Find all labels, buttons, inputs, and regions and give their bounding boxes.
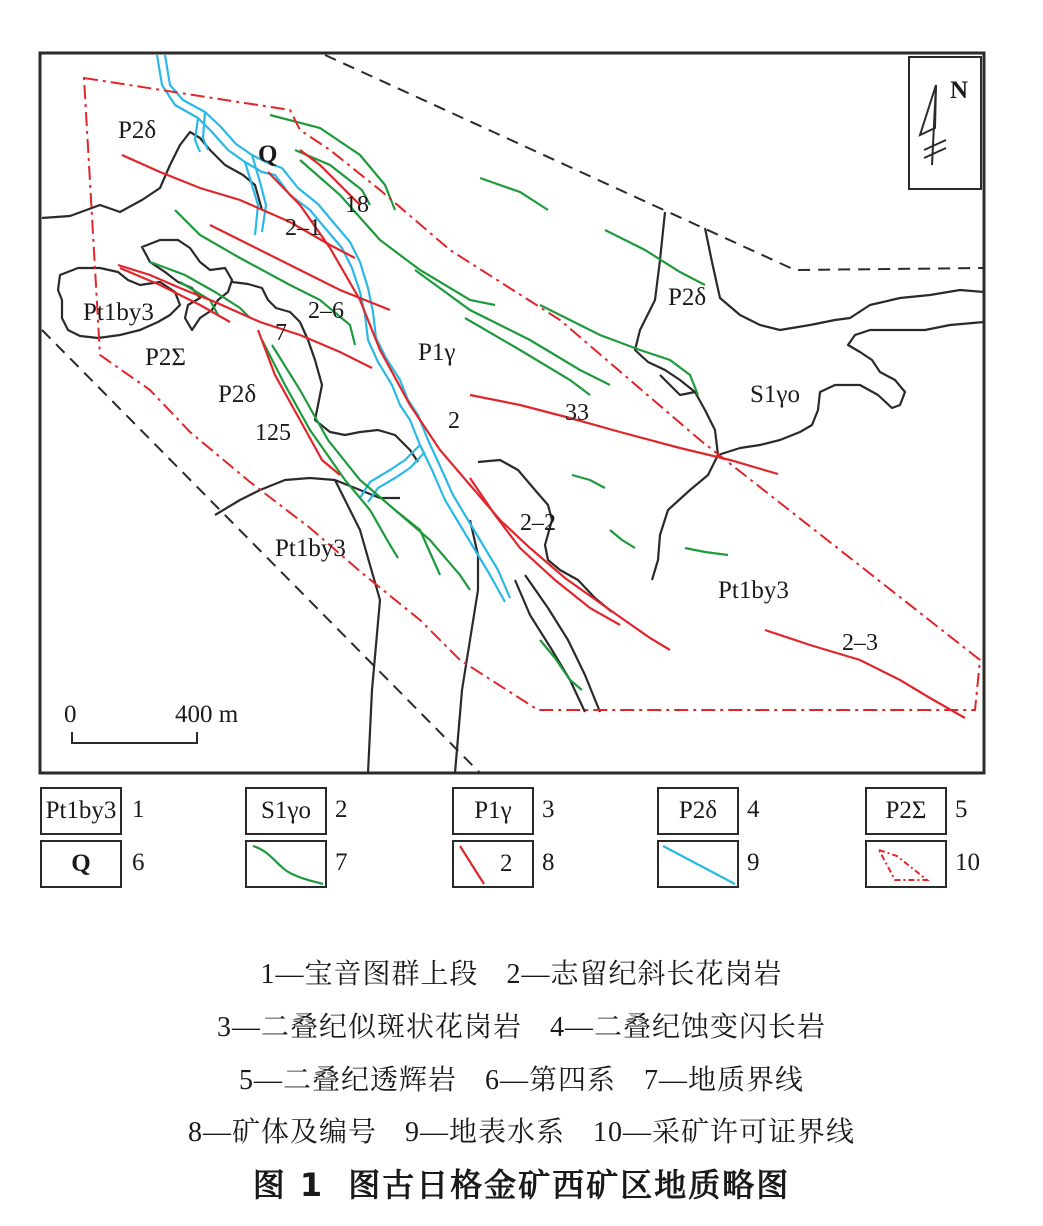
legend-num-2: 2 bbox=[335, 796, 348, 823]
legend-box-4 bbox=[657, 787, 739, 835]
scale-label: 400 m bbox=[175, 701, 239, 728]
contact-p2delta-nw bbox=[42, 132, 262, 218]
legend-text-2: S1γo bbox=[261, 797, 311, 824]
rock-label-q: Q bbox=[258, 141, 278, 168]
orebody-label-2-2: 2–2 bbox=[520, 510, 556, 536]
legend-num-7: 7 bbox=[335, 849, 348, 876]
caption-item: 3—二叠纪似斑状花岗岩 bbox=[216, 1012, 522, 1043]
orebody-label-2-3: 2–3 bbox=[842, 630, 878, 656]
legend-num-9: 9 bbox=[747, 849, 760, 876]
legend-box-9 bbox=[657, 840, 739, 888]
legend-num-4: 4 bbox=[747, 796, 760, 823]
caption-item: 10—采矿许可证界线 bbox=[593, 1117, 856, 1148]
regional-dashed-boundaries bbox=[42, 55, 984, 773]
legend-swatch-orebody bbox=[454, 842, 532, 886]
legend-text-8: 2 bbox=[500, 850, 513, 877]
orebody-label-18: 18 bbox=[345, 192, 369, 218]
orebody-2 bbox=[268, 172, 670, 650]
legend-box-5 bbox=[865, 787, 947, 835]
legend-num-10: 10 bbox=[955, 849, 980, 876]
legend-box-2 bbox=[245, 787, 327, 835]
rock-label-p2sigma: P2Σ bbox=[145, 344, 186, 371]
rock-label-p2delta-nw: P2δ bbox=[118, 117, 157, 144]
orebody-33 bbox=[470, 395, 778, 474]
legend-text-5: P2Σ bbox=[885, 797, 927, 824]
caption-line-1 bbox=[0, 952, 1043, 992]
legend-box-10 bbox=[865, 840, 947, 888]
legend-swatch-geologic-boundary bbox=[247, 842, 325, 886]
contact-dike-a bbox=[515, 580, 585, 712]
orebody-label-2-1: 2–1 bbox=[285, 215, 321, 241]
rock-unit-labels bbox=[83, 117, 800, 604]
caption-item: 2—志留纪斜长花岗岩 bbox=[506, 959, 783, 990]
rock-label-p2delta-ne: P2δ bbox=[668, 284, 707, 311]
lithologic-contacts bbox=[42, 132, 984, 773]
scale-zero: 0 bbox=[64, 701, 77, 728]
caption-line-3 bbox=[0, 1058, 1043, 1098]
orebody-label-2: 2 bbox=[448, 408, 460, 434]
map-frame bbox=[40, 53, 984, 773]
rock-label-s1gammao: S1γo bbox=[750, 381, 800, 408]
legend-box-3 bbox=[452, 787, 534, 835]
legend-box-1 bbox=[40, 787, 122, 835]
contact-s-edge bbox=[335, 480, 380, 773]
caption-item: 9—地表水系 bbox=[404, 1117, 565, 1148]
caption-item: 1—宝音图群上段 bbox=[260, 959, 479, 990]
orebody-label-125: 125 bbox=[255, 420, 291, 446]
orebody-label-2-6: 2–6 bbox=[308, 298, 344, 324]
legend-box-8 bbox=[452, 840, 534, 888]
caption-item: 8—矿体及编号 bbox=[187, 1117, 377, 1148]
legend-text-4: P2δ bbox=[678, 797, 718, 824]
legend-box-7 bbox=[245, 840, 327, 888]
figure-title-text: 图古日格金矿西矿区地质略图 bbox=[348, 1166, 791, 1204]
legend-num-5: 5 bbox=[955, 796, 968, 823]
caption-item: 5—二叠纪透辉岩 bbox=[238, 1065, 457, 1096]
caption-line-4 bbox=[0, 1110, 1043, 1150]
caption-item: 6—第四系 bbox=[484, 1065, 616, 1096]
legend-num-8: 8 bbox=[542, 849, 555, 876]
figure-title bbox=[0, 1160, 1043, 1206]
legend-num-6: 6 bbox=[132, 849, 145, 876]
contact-p2delta-ne-b bbox=[705, 228, 984, 330]
contact-south-fork bbox=[455, 520, 478, 773]
legend-text-1: Pt1by3 bbox=[45, 797, 117, 824]
legend-swatch-water bbox=[659, 842, 737, 886]
scale-bar bbox=[64, 701, 239, 743]
caption-item: 4—二叠纪蚀变闪长岩 bbox=[550, 1012, 827, 1043]
rock-label-pt1by3-se: Pt1by3 bbox=[718, 577, 789, 604]
legend-num-1: 1 bbox=[132, 796, 145, 823]
rock-label-pt1by3-w: Pt1by3 bbox=[83, 299, 154, 326]
orebody-125 bbox=[258, 330, 340, 475]
legend-text-3: P1γ bbox=[474, 797, 512, 824]
legend-box-6 bbox=[40, 840, 122, 888]
legend-num-3: 3 bbox=[542, 796, 555, 823]
north-label: N bbox=[950, 77, 969, 104]
orebody-label-33: 33 bbox=[565, 400, 589, 426]
rock-label-pt1by3-s: Pt1by3 bbox=[275, 535, 346, 562]
rock-label-p1gamma: P1γ bbox=[418, 339, 456, 366]
caption-item: 7—地质界线 bbox=[644, 1065, 805, 1096]
caption-line-2 bbox=[0, 1005, 1043, 1045]
figure-number: 图 1 bbox=[252, 1166, 325, 1204]
north-arrow bbox=[909, 57, 981, 189]
rock-label-p2delta-w: P2δ bbox=[218, 381, 257, 408]
legend-swatch-license-boundary bbox=[867, 842, 945, 886]
legend-text-6: Q bbox=[71, 850, 91, 877]
orebody-label-7: 7 bbox=[275, 320, 287, 346]
